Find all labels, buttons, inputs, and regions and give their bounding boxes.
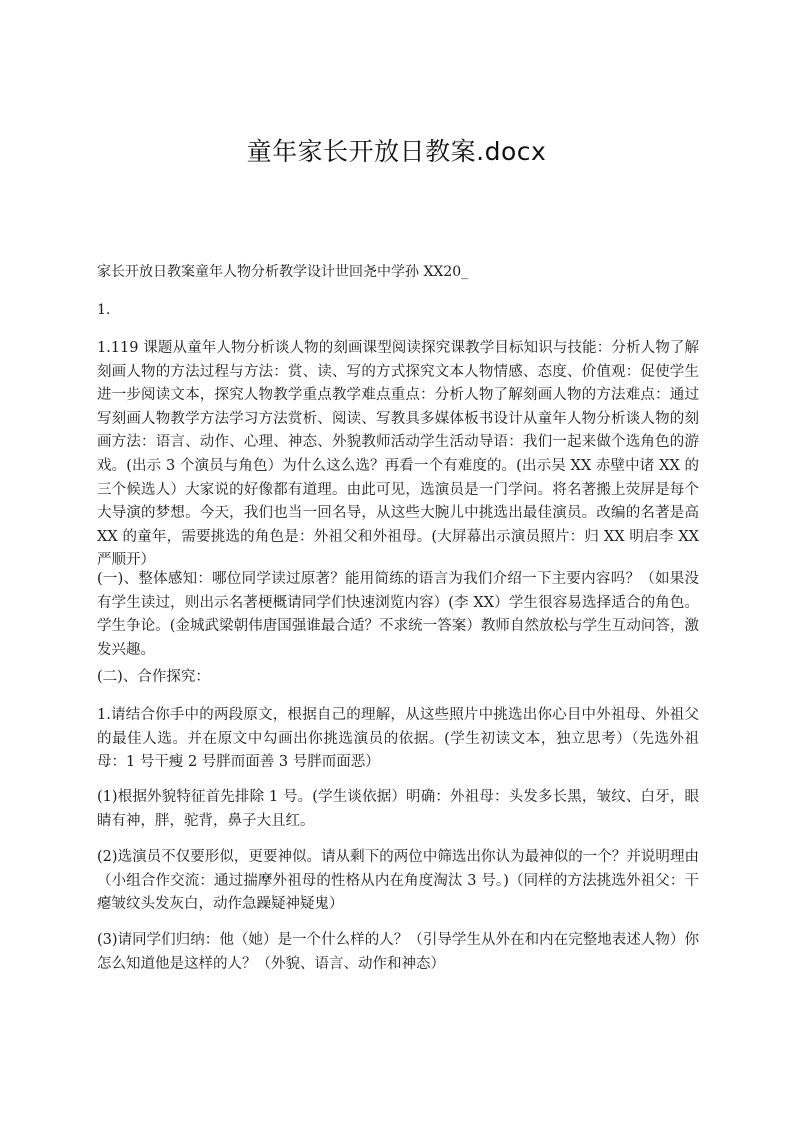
document-title: 童年家长开放日教案.docx bbox=[246, 137, 547, 166]
paragraph-task-one: 1.请结合你手中的两段原文，根据自己的理解，从这些照片中挑选出你心目中外祖母、外祖父的最佳人选。并在原文中勾画出你挑选演员的依据。(学生初读文本，独立思考）（先选外祖母：1 号干瘦 2 号胖而面善 3 号胖而面恶） bbox=[97, 707, 699, 771]
paragraph-step-one: (1)根据外貌特征首先排除 1 号。(学生谈依据）明确：外祖母：头发多长黑，皱纹、白牙，眼睛有神，胖，驼背，鼻子大且红。 bbox=[97, 789, 699, 829]
paragraph-step-two: (2)选演员不仅要形似，更要神似。请从剩下的两位中筛选出你认为最神似的一个？并说明理由（小组合作交流：通过揣摩外祖母的性格从内在角度淘汰 3 号。)（同样的方法挑选外祖父：干瘪皱纹头发灰白，动作急躁疑神疑鬼） bbox=[97, 849, 699, 913]
section-number: 1. bbox=[97, 302, 111, 318]
paragraph-overall-perception: (一)、整体感知：哪位同学读过原著？能用简练的语言为我们介绍一下主要内容吗？（如果没有学生读过，则出示名著梗概请同学们快速浏览内容）(李 XX）学生很容易选择适合的角色。学生争论。(金城武梁朝伟唐国强谁最合适？不求统一答案）教师自然放松与学生互动问答，激发兴趣。 bbox=[97, 571, 699, 658]
paragraph-step-three: (3)请同学们归纳：他（她）是一个什么样的人？（引导学生从外在和内在完整地表述人物）你怎么知道他是这样的人？（外貌、语言、动作和神态） bbox=[97, 932, 699, 972]
document-subtitle: 家长开放日教案童年人物分析教学设计世回尧中学孙 XX20_ bbox=[97, 264, 469, 280]
paragraph-cooperative-heading: (二)、合作探究： bbox=[97, 669, 210, 685]
paragraph-lesson-overview: 1.119 课题从童年人物分析谈人物的刻画课型阅读探究课教学目标知识与技能：分析人物了解刻画人物的方法过程与方法：赏、读、写的方式探究文本人物情感、态度、价值观：促使学生进一步阅读文本，探究人物教学重点教学难点重点：分析人物了解刻画人物的方法难点：通过写刻画人物教学方法学习方法赏析、阅读、写教具多媒体板书设计从童年人物分析谈人物的刻画方法：语言、动作、心理、神态、外貌教师活动学生活动导语：我们一起来做个选角色的游戏。(出示 3 个演员与角色）为什么这么选？再看一个有难度的。(出示吴 XX 赤壁中诸 XX 的三个候选人）大家说的好像都有道理。由此可见，选演员是一门学问。将名著搬上荧屏是每个大导演的梦想。今天，我们也当一回名导，从这些大腕儿中挑选出最佳演员。改编的名著是高 XX 的童年，需要挑选的角色是：外祖父和外祖母。(大屏幕出示演员照片：归 XX 明启李 XX 严顺开） bbox=[97, 340, 699, 569]
